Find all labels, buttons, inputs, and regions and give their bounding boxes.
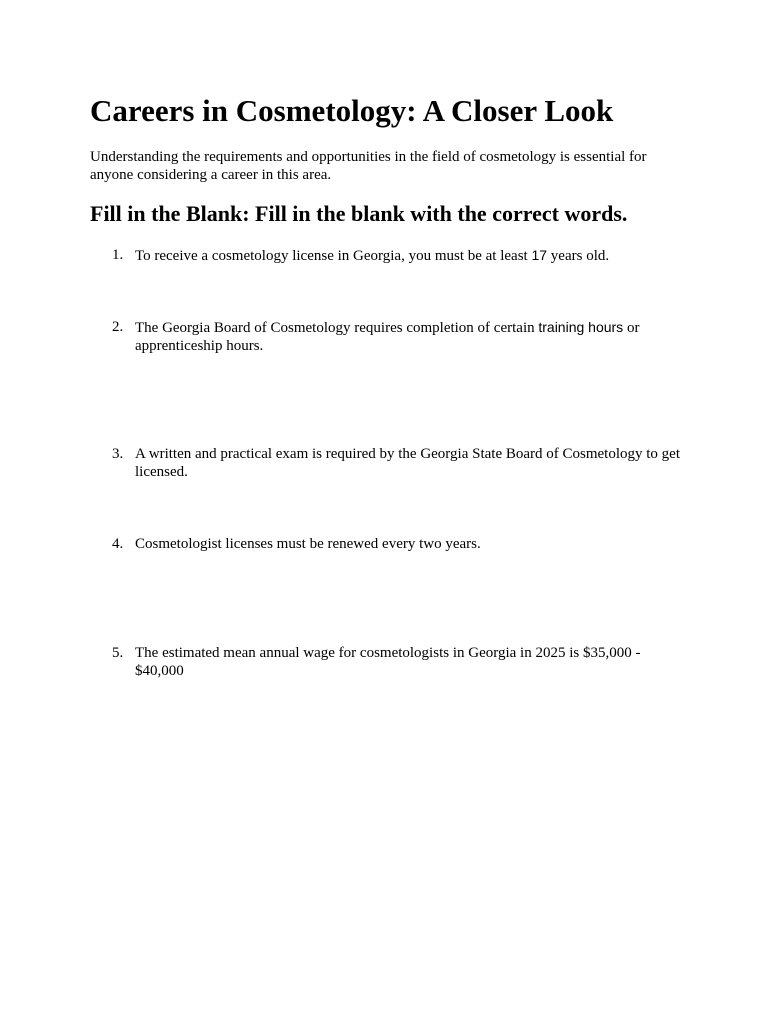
intro-paragraph: Understanding the requirements and opportunities in the field of cosmetology is essential for anyone considering a career in this area. — [90, 149, 647, 183]
answer-text: training hours — [538, 319, 624, 335]
question-number: 5. — [112, 645, 124, 661]
question-text-before: The estimated mean annual wage for cosmetologists in Georgia in 2025 is $35,000 - $40,000 — [135, 645, 641, 679]
question-text-before: Cosmetologist licenses must be renewed every two years. — [135, 536, 481, 552]
question-number: 4. — [112, 536, 124, 552]
question-item — [90, 644, 680, 680]
question-text — [135, 644, 680, 680]
section-heading: Fill in the Blank: Fill in the blank with the correct words. — [90, 201, 628, 226]
question-item — [90, 318, 680, 355]
question-item — [90, 246, 680, 265]
question-number: 2. — [112, 319, 124, 335]
question-number: 1. — [112, 247, 124, 263]
page-title: Careers in Cosmetology: A Closer Look — [90, 93, 614, 128]
question-text-before: The Georgia Board of Cosmetology requires completion of certain — [135, 320, 539, 336]
question-text-before: A written and practical exam is required by the Georgia State Board of Cosmetology to get licensed. — [135, 446, 680, 480]
question-text-after: or apprenticeship hours. — [135, 320, 640, 354]
question-text — [135, 535, 680, 553]
question-text-before: To receive a cosmetology license in Georgia, you must be at least — [135, 248, 532, 264]
question-item — [90, 445, 680, 481]
answer-text: 17 — [531, 247, 548, 263]
question-text — [135, 445, 680, 481]
question-text — [135, 318, 680, 355]
question-item — [90, 535, 680, 553]
question-text-after: years old. — [547, 248, 610, 264]
question-text — [135, 246, 680, 265]
question-number: 3. — [112, 446, 124, 462]
